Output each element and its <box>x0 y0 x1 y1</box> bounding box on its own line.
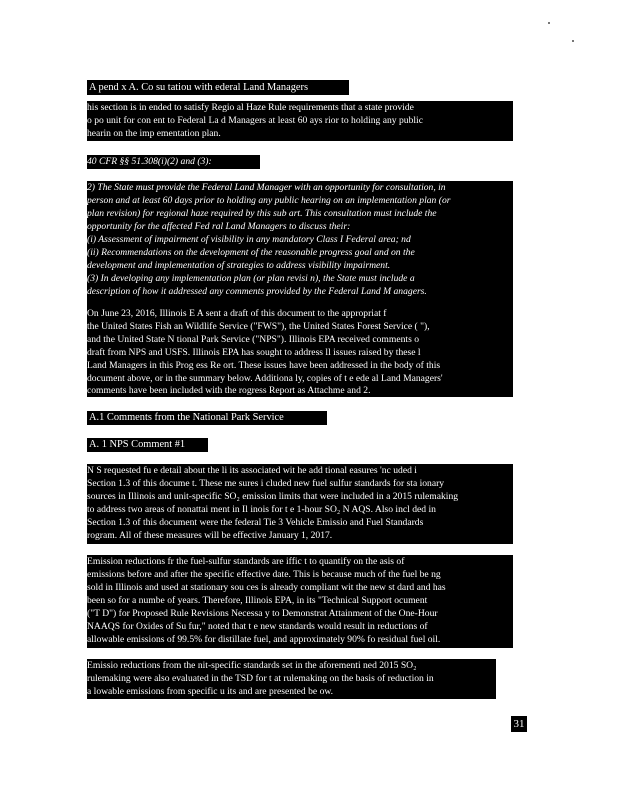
nps-line: rogram. All of these measures will be effective January 1, 2017. <box>87 530 333 541</box>
section-a1-text: A.1 Comments from the National Park Service <box>89 412 284 423</box>
summary-line: and the United State N tional Park Service ("NPS"). Illinois EPA received comments o <box>87 334 420 345</box>
section-a11-heading <box>87 438 208 452</box>
appendix-heading <box>87 80 349 95</box>
regulation-line: plan revision) for regional haze required by this sub art. This consultation must include the <box>87 208 437 219</box>
regulation-line: (3) In developing any implementation plan (or plan revisi n), the State must include a <box>87 273 415 284</box>
emission-line: been so for a numbe of years. Therefore, Illinois EPA, in its "Technical Support ocument <box>87 595 428 606</box>
emission-line: NAAQS for Oxides of Su fur," noted that t e new standards would result in reductions of <box>87 621 428 632</box>
summary-line: the United States Fish an Wildlife Service ("FWS"), the United States Forest Service ( "), <box>87 321 430 332</box>
regulation-line: (ii) Recommendations on the development of the reasonable progress goal and on the <box>87 247 415 258</box>
summary-line: comments have been included with the rogress Report as Attachme and 2. <box>87 385 371 396</box>
emission-line: emissions before and after the specific effective date. This is because much of the fuel be ng <box>87 569 441 580</box>
regulation-line: development and implementation of strategies to address visibility impairment. <box>87 260 391 271</box>
final-line: rulemaking were also evaluated in the TSD for t at rulemaking on the basis of reduction in <box>87 673 434 684</box>
emission-line: allowable emissions of 99.5% for distillate fuel, and approximately 90% fo residual fuel oil. <box>87 634 441 645</box>
nps-line: Section 1.3 of this document were the federal Tie 3 Vehicle Emissio and Fuel Standards <box>87 517 424 528</box>
unit-specific-paragraph <box>87 659 496 699</box>
summary-line: draft from NPS and USFS. Illinois EPA has sought to address ll issues raised by these l <box>87 347 421 358</box>
final-line: a lowable emissions from specific u its and are presented be ow. <box>87 686 334 697</box>
section-a11-text: A. 1 NPS Comment #1 <box>89 439 186 450</box>
nps-line: to address two areas of nonattai ment in Il inois for t e 1-hour SO₂ N AQS. Also incl ded in <box>87 504 436 515</box>
scan-speck <box>572 40 574 42</box>
intro-paragraph <box>87 101 513 141</box>
scan-speck <box>548 22 550 24</box>
appendix-heading-text: A pend x A. Co su tatiou with ederal Land Managers <box>89 82 309 93</box>
intro-line: o po unit for con ent to Federal La d Managers at least 60 ays rior to holding any public <box>87 115 423 126</box>
page-number: 31 <box>511 716 527 732</box>
emission-reductions-paragraph <box>87 555 513 648</box>
nps-line: sources in Illinois and unit-specific SO₂ emission limits that were included in a 2015 rulemaking <box>87 491 459 502</box>
intro-line: hearin on the imp ementation plan. <box>87 128 221 139</box>
emission-line: ("T D") for Proposed Rule Revisions Necessa y to Demonstrat Attainment of the One-Hour <box>87 608 438 619</box>
regulation-line: person and at least 60 days prior to holding any public hearing on an implementation plan (or <box>87 195 451 206</box>
regulation-line: opportunity for the affected Fed ral Land Managers to discuss their: <box>87 221 351 232</box>
nps-line: Section 1.3 of this docume t. These me sures i cluded new fuel sulfur standards for sta ionary <box>87 478 445 489</box>
cfr-citation <box>87 155 260 169</box>
nps-comment-paragraph <box>87 464 513 544</box>
summary-line: Land Managers in this Prog ess Re ort. These issues have been addressed in the body of this <box>87 360 441 371</box>
emission-line: sold in Illinois and used at stationary sou ces is already compliant wit the new st dard and has <box>87 582 446 593</box>
intro-line: his section is in ended to satisfy Regio al Haze Rule requirements that a state provide <box>87 102 414 113</box>
summary-line: document above, or in the summary below. Additiona ly, copies of t e ede al Land Managers' <box>87 373 443 384</box>
regulation-line: (i) Assessment of impairment of visibility in any mandatory Class I Federal area; nd <box>87 234 411 245</box>
cfr-citation-text: 40 CFR §§ 51.308(i)(2) and (3): <box>87 156 212 167</box>
regulation-line: 2) The State must provide the Federal Land Manager with an opportunity for consultation, in <box>87 182 446 193</box>
section-a1-heading <box>87 411 327 425</box>
emission-line: Emission reductions fr the fuel-sulfur standards are iffic t to quantify on the asis of <box>87 556 405 567</box>
regulation-and-summary <box>87 181 513 397</box>
final-line: Emissio reductions from the nit-specific standards set in the aforementi ned 2015 SO₂ <box>87 660 417 671</box>
nps-line: N S requested fu e detail about the li its associated wit he add tional easures 'nc uded i <box>87 465 417 476</box>
summary-line: On June 23, 2016, Illinois E A sent a draft of this document to the appropriat f <box>87 308 387 319</box>
regulation-line: description of how it addressed any comments provided by the Federal Land M anagers. <box>87 286 427 297</box>
